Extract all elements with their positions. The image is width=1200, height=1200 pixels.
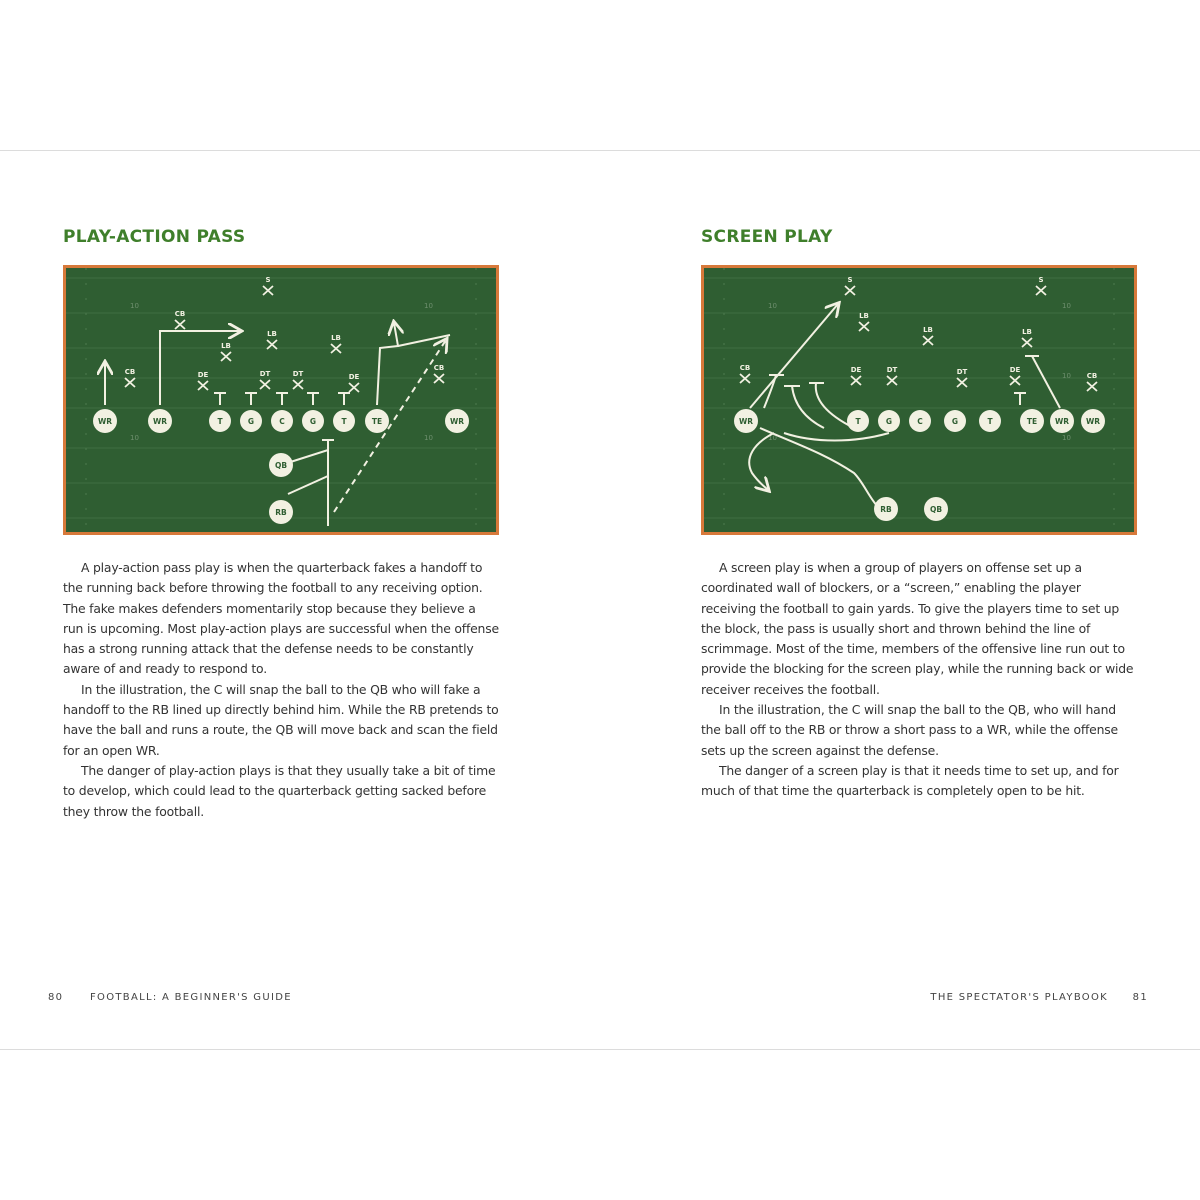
svg-text:10: 10 [130,302,139,310]
player-label: G [885,417,893,426]
defender-label: LB [1022,328,1032,336]
player-label: WR [1085,417,1101,426]
player-label: G [247,417,255,426]
defender-label: DT [886,366,898,374]
player-label: G [309,417,317,426]
defender-label: DE [850,366,862,374]
svg-text:10: 10 [424,434,433,442]
play-action-heading: PLAY-ACTION PASS [63,227,246,247]
player-label: WR [449,417,465,426]
player-label: RB [275,508,287,517]
screen-play-field [704,268,1134,532]
screen-play-diagram [701,265,1137,535]
defender-label: CB [433,364,445,372]
play-action-field [66,268,496,532]
paragraph: A play-action pass play is when the quarterback fakes a handoff to the running back before throwing the football to any receiving option. The fake makes defenders momentarily stop because they believe a run is upcoming. Most play-action plays are successful when the offense has a strong running attack that the defense needs to be constantly aware of and ready to respond to. [63,560,499,677]
player-label: T [987,417,993,426]
svg-text:10: 10 [130,434,139,442]
svg-text:10: 10 [1062,434,1071,442]
defender-label: CB [124,368,136,376]
defender-label: DT [956,368,968,376]
page-number-right: 81 [1132,992,1148,1003]
defender-label: LB [923,326,933,334]
player-label: QB [274,461,288,470]
defender-label: DE [1009,366,1021,374]
player-label: WR [152,417,168,426]
defender-label: LB [331,334,341,342]
defender-label: DT [292,370,304,378]
player-label: WR [97,417,113,426]
defender-label: S [1038,276,1044,284]
player-label: QB [929,505,943,514]
svg-text:10: 10 [424,302,433,310]
paragraph: The danger of play-action plays is that they usually take a bit of time to develop, which could lead to the quarterback getting sacked before they throw the football. [63,762,496,819]
defender-label: LB [859,312,869,320]
book-spread [0,150,1200,1050]
defender-label: DT [259,370,271,378]
player-label: RB [880,505,892,514]
player-label: T [855,417,861,426]
defender-label: DE [348,373,360,381]
paragraph: A screen play is when a group of players on offense set up a coordinated wall of blockers, or a “screen,” enabling the player receiving the football to gain yards. To give the players time to set up the block, the pass is usually short and thrown behind the line of scrimmage. Most of the time, members of the offensive line run out to provide the blocking for the screen play, while the running back or wide receiver receives the football. [701,560,1134,697]
player-label: C [279,417,285,426]
player-label: C [917,417,923,426]
svg-text:10: 10 [768,434,777,442]
screen-play-body [701,558,1137,802]
defender-label: CB [739,364,751,372]
defender-label: CB [1086,372,1098,380]
screen-play-heading: SCREEN PLAY [701,227,833,247]
player-label: T [217,417,223,426]
play-action-diagram [63,265,499,535]
left-page [0,151,600,1049]
defender-label: S [265,276,271,284]
paragraph: The danger of a screen play is that it needs time to set up, and for much of that time the quarterback is completely open to be hit. [701,762,1119,799]
defender-label: DE [197,371,209,379]
defender-label: LB [267,330,277,338]
player-label: G [951,417,959,426]
running-head-right: THE SPECTATOR'S PLAYBOOK [930,992,1108,1003]
paragraph: In the illustration, the C will snap the ball to the QB, who will hand the ball off to the RB or throw a short pass to a WR, while the offense sets up the screen against the defense. [701,702,1118,758]
defender-label: CB [174,310,186,318]
player-label: WR [1054,417,1070,426]
player-label: WR [738,417,754,426]
player-label: TE [1026,417,1038,426]
svg-text:10: 10 [1062,372,1071,380]
svg-text:10: 10 [1062,302,1071,310]
page-number-left: 80 [48,992,64,1003]
player-label: TE [371,417,383,426]
defender-label: S [847,276,853,284]
running-head-left: FOOTBALL: A BEGINNER'S GUIDE [90,992,292,1003]
player-label: T [341,417,347,426]
play-action-body [63,558,499,822]
svg-text:10: 10 [768,302,777,310]
right-page [600,151,1200,1049]
paragraph: In the illustration, the C will snap the ball to the QB who will fake a handoff to the RB lined up directly behind him. While the RB pretends to have the ball and runs a route, the QB will move back and scan the field for an open WR. [63,681,499,758]
defender-label: LB [221,342,231,350]
